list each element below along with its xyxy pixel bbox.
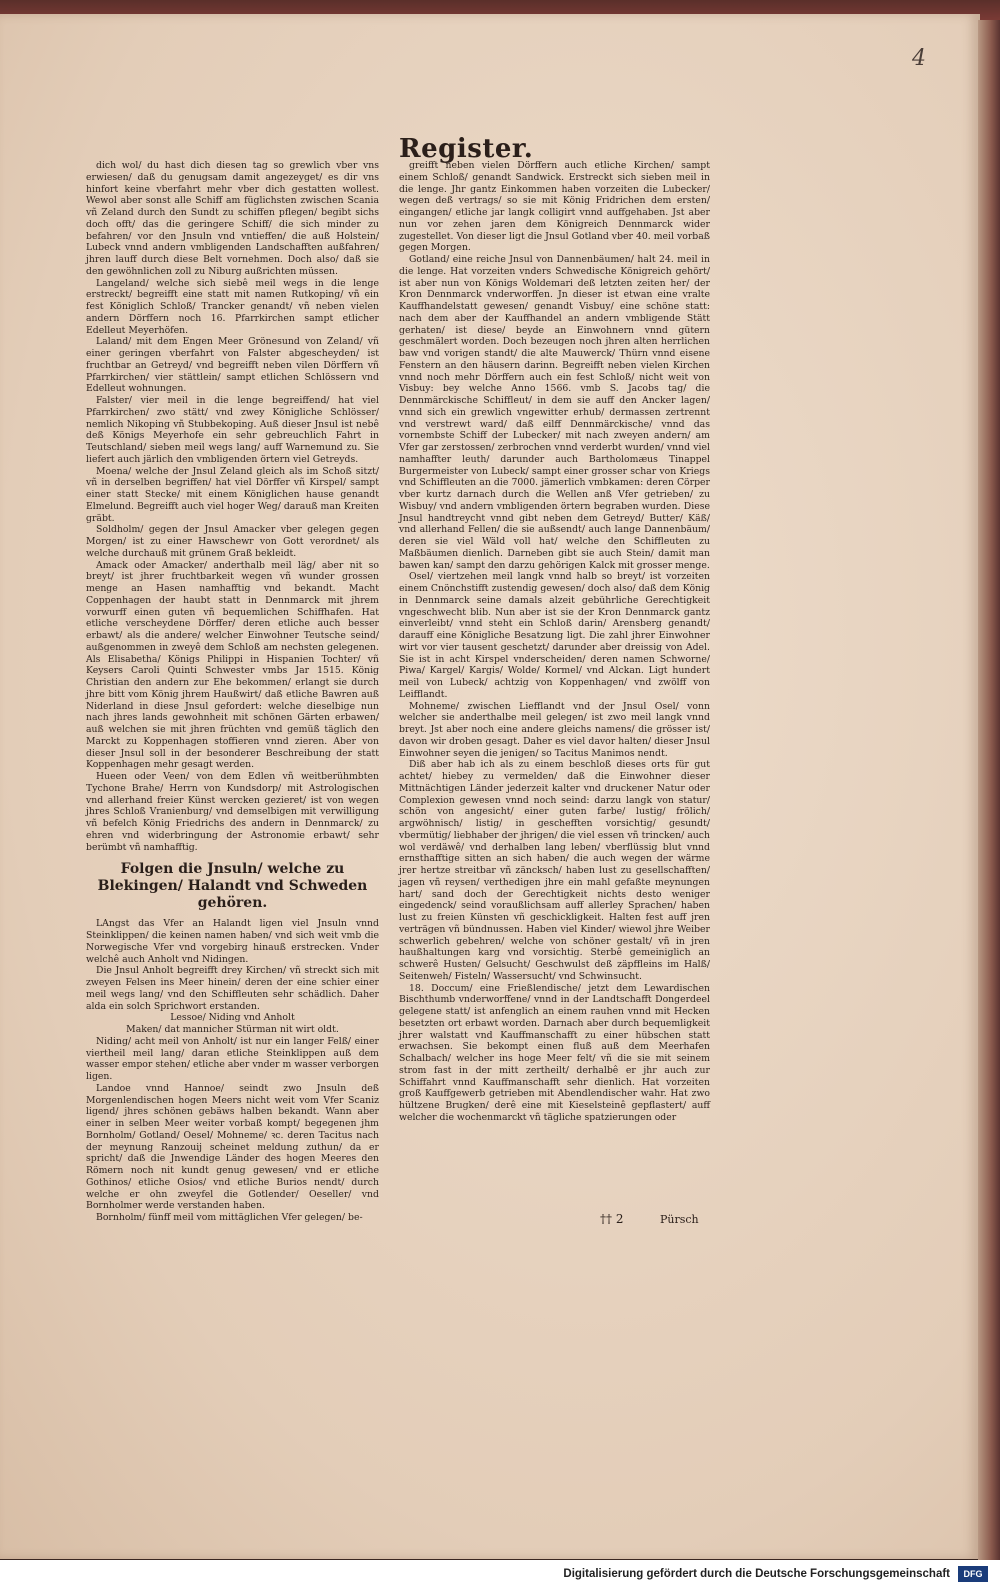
- paragraph: Soldholm/ gegen der Jnsul Amacker vber gelegen gegen Morgen/ ist zu einer Hawschewr von Gott verordnet/ als welche durchauß mit grünem Graß bekleidt.: [86, 524, 379, 559]
- paragraph: Diß aber hab ich als zu einem beschloß dieses orts für gut achtet/ hiebey zu vermelden/ daß die Einwohner dieser Mittnächtigen Länder jederzeit kalter vnd druckener Natur oder Complexion gewesen vnnd noch seind: darzu langk von statur/ schön von angesicht/ einer guten farbe/ lustig/ frölich/ argwöhnisch/ listig/ in geschefften vorsichtig/ gesundt/ vbermütig/ liebhaber der jhrigen/ die viel essen vñ trincken/ auch wol verdäwê/ vnd derhalben lang leben/ vberflüssig blut vnnd ernsthafftige sitten an sich haben/ die auch wegen der wärme jrer hertze streitbar vñ zäncksch/ haben lust zu gesellschafften/ jagen vñ reysen/ verthedigen jhre ein mahl gefaßte meynungen hart/ sand doch der Gerechtigkeit nichts desto weniger eingedenck/ seind voraußlichsam auff allerley Sprachen/ haben lust zu freien Künsten vñ geschickligkeit. Halten fest auff jren verträgen vñ bündnussen. Haben viel Kinder/ wiewol jhre Weiber schwerlich gebehren/ welche von schöner gestalt/ vñ in jren haußhaltungen karg vnd vorsichtig. Sterbê gemeiniglich an schwerê Husten/ Gelsucht/ Geschwulst deß zäpffleins im Halß/ Seitenweh/ Fisteln/ Wassersucht/ vnd Schwinsucht.: [399, 759, 710, 982]
- signature-mark: †† 2: [600, 1212, 624, 1226]
- paragraph: 18. Doccum/ eine Frießlendische/ jetzt dem Lewardischen Bischthumb vnderworffene/ vnnd in der Landtschafft Dongerdeel gelegene statt/ ist anfenglich an einem rauhen vnnd mit Hecken besetzten ort erbawt worden. Darnach aber durch bequemligkeit jhrer walstatt vnd Kauffmanschafft zu einer hübschen statt erwachsen. Sie bekompt einen fluß auß dem Meerhafen Schalbach/ welcher ins hoge Meer felt/ vñ die sie mit seinem strom fast in der mitt zertheilt/ derhalbê er jhr auch zur Schiffahrt vnnd Kauffmanschafft sehr dienlich. Hat vorzeiten groß Kauffgewerb getrieben mit Abendlendischer wahr. Hat zwo hültzene Brugken/ derê eine mit Kieselsteinê gepflastert/ auff welcher die wochenmarckt vñ tägliche spatzierungen oder: [399, 982, 710, 1123]
- paragraph: LAngst das Vfer an Halandt ligen viel Jnsuln vnnd Steinklippen/ die keinen namen haben/ vnd sich weit vmb die Norwegische Vfer vnd vorgebirg hinauß erstrecken. Vnder welchê auch Anholt vnd Nidingen.: [86, 918, 379, 965]
- footer-bar: [0, 1560, 1000, 1589]
- folio-number: 4: [912, 46, 926, 71]
- paragraph: Laland/ mit dem Engen Meer Grönesund von Zeland/ vñ einer geringen vberfahrt von Falster abgescheyden/ ist fruchtbar an Getreyd/ vnd begreifft neben vilen Dörffern vñ Pfarrkirchen/ vier stättlein/ sampt etlichen Schlössern vnd Edelleut wohnungen.: [86, 336, 379, 395]
- verse-line: Lessoe/ Niding vnd Anholt: [170, 1012, 295, 1024]
- left-column: [86, 160, 379, 1224]
- book-fore-edge: [978, 20, 1000, 1560]
- paragraph: Landoe vnnd Hannoe/ seindt zwo Jnsuln deß Morgenlendischen hogen Meers nicht weit vom Vfer Scaniz ligend/ jhres schönen gebäws halben bekandt. Wann aber einer in selben Meer weiter vorbaß kompt/ begegenen jhm Bornholm/ Gotland/ Oesel/ Mohneme/ ꝛc. deren Tacitus nach der meynung Ranzouij scheinet meldung zuthun/ da er spricht/ daß die Jnwendige Länder des hogen Meeres den Römern noch nit kundt genug gewesen/ vnd er etliche Gothinos/ etliche Osios/ vnd etliche Burios nendt/ durch welche er ohn zweyfel die Gotlender/ Oeseller/ vnd Bornholmer werde verstanden haben.: [86, 1082, 379, 1212]
- catchword: Pürsch: [660, 1213, 699, 1226]
- paragraph: Mohneme/ zwischen Liefflandt vnd der Jnsul Osel/ vonn welcher sie anderthalbe meil gelegen/ ist zwo meil langk vnnd breyt. Jst aber noch eine andere gleichs namens/ die grösser ist/ davon wir droben gesagt. Daher es viel davor halten/ dieser Jnsul Einwohner seyen die jenigen/ so Tacitus Manimos nendt.: [399, 700, 710, 759]
- paragraph: Falster/ vier meil in die lenge begreiffend/ hat viel Pfarrkirchen/ zwo stätt/ vnd zwey Königliche Schlösser/ nemlich Nikoping vñ Stubbekoping. Auß dieser Jnsul ist nebê deß Königs Meyerhofe ein sehr gebreuchlich Fahrt in Teutschland/ sieben meil wegs lang/ auff Warnemund zu. Sie liefert auch järlich den vmbligenden örtern viel Getreyds.: [86, 395, 379, 465]
- paragraph: Langeland/ welche sich siebê meil wegs in die lenge erstreckt/ begreifft eine statt mit namen Rutkoping/ vñ ein fest Königlich Schloß/ Trancker genandt/ vñ neben vielen andern Dörffern noch 16. Pfarrkirchen sampt etlicher Edelleut Meyerhöfen.: [86, 277, 379, 336]
- right-column: [399, 160, 710, 1124]
- paragraph: Amack oder Amacker/ anderthalb meil läg/ aber nit so breyt/ ist jhrer fruchtbarkeit wegen vñ wunder grossen menge an Hasen namhafftig vnd bekandt. Macht Coppenhagen der haubt statt in Dennmarck mit jhrem vorwurff einen guten vñ bequemlichen Schiffhafen. Hat etliche verscheydene Dörffer/ deren etliche auch besser erbawt/ als die andere/ welcher Einwohner Teutsche seind/ außgenommen in zweyê dem Schloß am nechsten gelegenen. Als Elisabetha/ Königs Philippi in Hispanien Tochter/ vñ Keysers Caroli Quinti Schwester vmbs Jar 1515. König Christian den andern zur Ehe bekommen/ erlangt sie durch jhre bitt vom König jhrem Haußwirt/ daß etliche Bawren auß Niderland in diese Jnsul gefordert: welche dieselbige nun nach jhres lands gewohnheit mit schönen Gärten erbawen/ auß welchen sie mit jhren früchten vnd gemüß täglich den Marckt zu Koppenhagen stoffieren vnnd zieren. Aber von dieser Jnsul soll in der besonderer Beschreibung der statt Koppenhagen mehr gesagt werden.: [86, 559, 379, 771]
- paragraph: dich wol/ du hast dich diesen tag so grewlich vber vns erwiesen/ daß du genugsam damit angezeyget/ es dir vns hinfort keine vberfahrt mehr vber dich gestatten wollest. Wewol aber sonst alle Schiff am füglichsten zwischen Scania vñ Zeland durch den Sundt zu schiffen pflegen/ begibt sichs doch offt/ das die geringere Schiff/ die sich minder zu befahren/ vor den Jnsuln vnd vntieffen/ die auß Holstein/ Lubeck vnnd andern vmbligenden Landschafften außfahren/ jhren lauff durch diese Belt vornehmen. Doch also/ daß sie den gewöhnlichen zoll zu Niburg außrichten müssen.: [86, 160, 379, 277]
- running-head: Register.: [399, 134, 534, 164]
- paragraph: Bornholm/ fünff meil vom mittäglichen Vfer gelegen/ be-: [96, 1212, 363, 1223]
- paragraph: Die Jnsul Anholt begreifft drey Kirchen/ vñ streckt sich mit zweyen Felsen ins Meer hinein/ deren der eine schier einer meil wegs lang/ vnd den Schiffleuten sehr schädlich. Daher alda ein solch Sprichwort erstanden.: [86, 965, 379, 1012]
- funding-credit: Digitalisierung gefördert durch die Deutsche Forschungsgemeinschaft: [563, 1568, 950, 1580]
- paragraph: greifft neben vielen Dörffern auch etliche Kirchen/ sampt einem Schloß/ genandt Sandwick. Erstreckt sich sieben meil in die lenge. Jhr gantz Einkommen haben vorzeiten die Lubecker/ wegen deß vertrags/ so sie mit König Fridrichen dem ersten/ eingangen/ etliche jar langk colligirt vnnd auffgehaben. Jst aber nun vor zehen jaren dem Königreich Dennmarck wider zugestellet. Von dieser ligt die Jnsul Gotland vber 40. meil vorbaß gegen Morgen.: [399, 160, 710, 254]
- section-subheading: Folgen die Jnsuln/ welche zu Blekingen/ Halandt vnd Schweden gehören.: [97, 861, 368, 912]
- paragraph: Gotland/ eine reiche Jnsul von Dannenbäumen/ halt 24. meil in die lenge. Hat vorzeiten vnders Schwedische Königreich gehört/ ist aber nun von Königs Woldemari deß letzten zeiten her/ der Kron Dennmarck vnderworffen. Jn dieser ist etwan eine vralte Kauffhandelstatt gewesen/ genandt Visbuy/ eine schöne statt: nach dem aber der Kauffhandel an andern vmbligende Stätt gerhaten/ ist diese/ beyde an Einwohnern vnnd gütern geschmälert worden. Doch bezeugen noch jhren alten herrlichen baw vnd vorigen standt/ die alte Mauwerck/ Thürn vnnd eisene Fenstern an den häusern darinn. Begreifft neben vielen Kirchen vnnd noch mehr Dörffern auch ein fest Schloß/ nicht weit von Visbuy: bey welche Anno 1566. vmb S. Jacobs tag/ die Dennmärckische Schiffleut/ in dem sie auff den Ancker lagen/ vnnd sich ein grewlich vngewitter erhub/ dermassen zertrennt vnd verstrewt ward/ daß eilff Dennmärckische/ vnnd das vornembste Schiff der Lubecker/ mit nach zweyen andern/ am Vfer gar zerstossen/ zerbrochen vnnd verderbt wurden/ vnnd viel namhaffter leuth/ darunder auch Bartholomæus Tinappel Burgermeister von Lubeck/ sampt einer grosser schar von Kriegs vnd Schiffleuten an die 7000. jämerlich vmbkamen: deren Cörper vber kurtz darnach durch die Wellen anß Vfer getrieben/ zu Wisbuy/ vnd andern vmbligenden örtern begraben wurden. Diese Jnsul handtreycht vnnd gibt neben dem Getreyd/ Butter/ Käß/ vnd allerhand Fellen/ die sie außsendt/ auch lange Dannenbäum/ deren sie viel Wäld voll hat/ welche den Schiffleuten zu Maßbäumen dienlich. Darneben gibt sie auch Stein/ damit man bawen kan/ sampt den darzu gehörigen Kalck mit grosser menge.: [399, 254, 710, 571]
- paragraph: Hueen oder Veen/ von dem Edlen vñ weitberühmbten Tychone Brahe/ Herrn von Kundsdorp/ mit Astrologischen vnd allerhand freier Künst wercken gezieret/ ist von wegen jhres Schloß Vranienburg/ vnd demselbigen mit verwilligung vñ befelch König Friedrichs des andern in Dennmarck/ zu ehren vnd widerbringung der Astronomie erbawt/ sehr berümbt vñ namhafftig.: [86, 771, 379, 853]
- verse-line: Maken/ dat mannicher Stürman nit wirt oldt.: [126, 1024, 339, 1035]
- dfg-logo: DFG: [958, 1566, 988, 1582]
- paragraph: Niding/ acht meil von Anholt/ ist nur ein langer Felß/ einer viertheil meil lang/ daran etliche Steinklippen auß dem wasser empor stehen/ etliche aber vnder m wasser verborgen ligen.: [86, 1035, 379, 1082]
- paragraph: Osel/ viertzehen meil langk vnnd halb so breyt/ ist vorzeiten einem Cnönchstifft zustendig gewesen/ doch also/ daß dem König in Dennmarck seine damals alzeit gebührliche Gerechtigkeit vngeschwecht blib. Nun aber ist sie der Kron Dennmarck gantz einverleibt/ vnnd steht ein Schloß darin/ Arensberg genandt/ darauff eine Königliche Besatzung ligt. Die zahl jhrer Einwohner wirt vor vier tausent geschetzt/ darunder aber dreissig von Adel. Sie ist in acht Kirspel vnderscheiden/ deren namen Schworne/ Piwa/ Kargel/ Kargis/ Wolde/ Kormel/ vnd Alckan. Ligt hundert meil von Lubeck/ achtzig von Koppenhagen/ vnd zwölff von Leifflandt.: [399, 571, 710, 700]
- paragraph: Moena/ welche der Jnsul Zeland gleich als im Schoß sitzt/ vñ in derselben begriffen/ hat viel Dörffer vñ Kirspel/ sampt einer statt Stecke/ mit einem Königlichen hause genandt Elmelund. Begreifft auch viel hoger Weg/ darauß man Kreiten gräbt.: [86, 465, 379, 524]
